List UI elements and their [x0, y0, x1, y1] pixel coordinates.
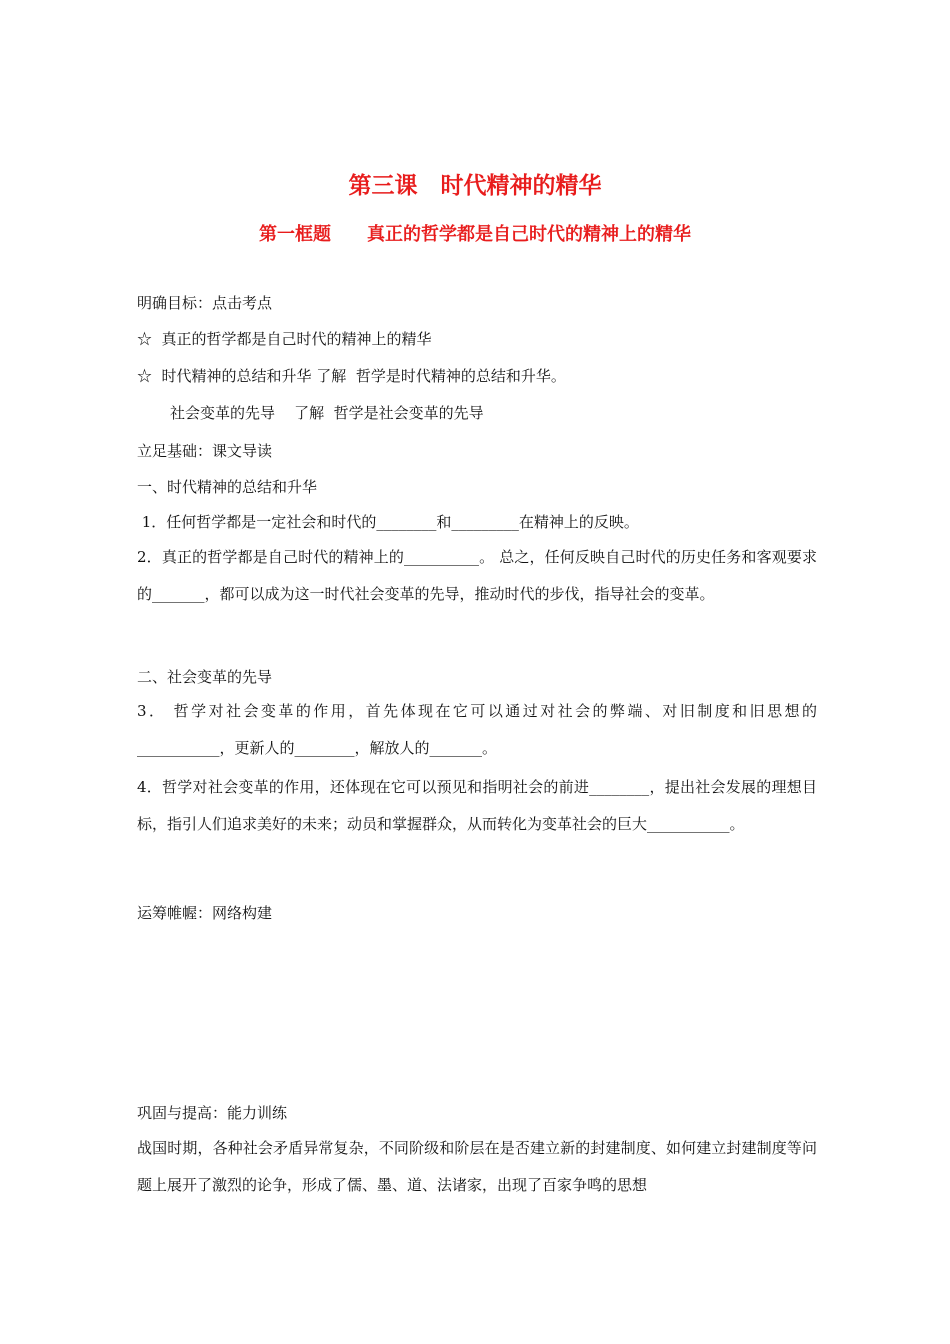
question-item: 4．哲学对社会变革的作用，还体现在它可以预见和指明社会的前进________，提出社会发展的理想目标，指引人们追求美好的未来；动员和掌握群众，从而转化为变革社会的巨大___________。 — [137, 778, 817, 833]
objective-item: 社会变革的先导 了解 哲学是社会变革的先导 — [170, 404, 484, 422]
question-item: 3． 哲学对社会变革的作用，首先体现在它可以通过对社会的弊端、对旧制度和旧思想的___________，更新人的________，解放人的_______。 — [137, 702, 817, 757]
lesson-subtitle: 第一框题 真正的哲学都是自己时代的精神上的精华 — [259, 224, 691, 245]
objectives-heading: 明确目标：点击考点 — [137, 294, 273, 312]
question-item: 1．任何哲学都是一定社会和时代的________和_________在精神上的反映。 — [137, 513, 639, 531]
practice-paragraph: 战国时期，各种社会矛盾异常复杂，不同阶级和阶层在是否建立新的封建制度、如何建立封建制度等问题上展开了激烈的论争，形成了儒、墨、道、法诸家，出现了百家争鸣的思想 — [137, 1139, 817, 1194]
network-heading: 运筹帷幄：网络构建 — [137, 904, 273, 922]
lesson-title: 第三课 时代精神的精华 — [348, 173, 602, 199]
section-heading: 一、时代精神的总结和升华 — [137, 478, 318, 496]
question-item: 2．真正的哲学都是自己时代的精神上的__________。 总之，任何反映自己时代的历史任务和客观要求的_______，都可以成为这一时代社会变革的先导，推动时代的步伐，指导社会的变革。 — [137, 548, 817, 603]
practice-heading: 巩固与提高：能力训练 — [137, 1104, 288, 1122]
basics-heading: 立足基础：课文导读 — [137, 442, 273, 460]
section-heading: 二、社会变革的先导 — [137, 668, 273, 686]
objective-item: ☆ 时代精神的总结和升华 了解 哲学是时代精神的总结和升华。 — [137, 367, 566, 385]
objective-item: ☆ 真正的哲学都是自己时代的精神上的精华 — [137, 330, 432, 348]
